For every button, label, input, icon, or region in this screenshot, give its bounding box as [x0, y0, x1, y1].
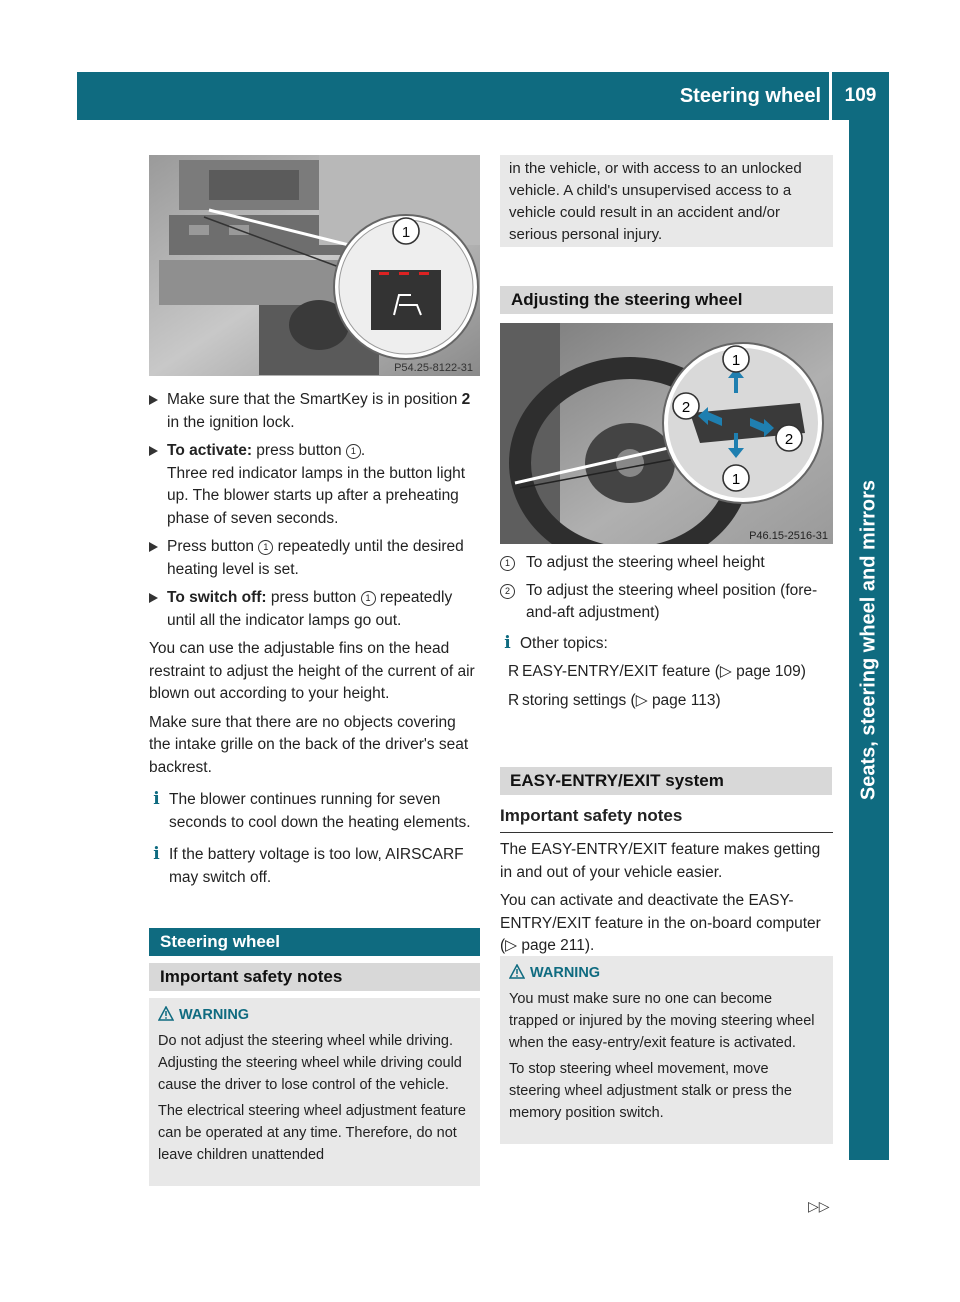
page-header — [77, 72, 889, 120]
continue-mark: ▷▷ — [808, 1198, 830, 1214]
step-item: Make sure that the SmartKey is in position 2 in the ignition lock. — [149, 389, 481, 434]
warning-box-continued: in the vehicle, or with access to an unlocked vehicle. A child's unsupervised access to a vehicle could result in an accident and/or serious personal injury. — [500, 155, 833, 247]
side-tab — [849, 120, 889, 1160]
subsection-title: Important safety notes — [500, 806, 833, 833]
svg-text:1: 1 — [401, 224, 411, 241]
header-title: Steering wheel — [679, 85, 821, 107]
easy-entry-text — [500, 839, 834, 964]
side-tab-label: Seats, steering wheel and mirrors — [857, 479, 880, 801]
subsection-title: Adjusting the steering wheel — [500, 286, 833, 314]
paragraph: You can use the adjustable fins on the head restraint to adjust the height of the current of air blown out according to your height. — [149, 640, 475, 702]
figure-code: P46.15-2516-31 — [749, 530, 828, 542]
svg-text:2: 2 — [681, 399, 691, 416]
legend-item: 1 To adjust the steering wheel height — [500, 552, 834, 575]
svg-text:1: 1 — [731, 352, 741, 369]
right-column-text — [500, 552, 834, 718]
page-number: 109 — [844, 85, 877, 106]
subsection-title: Important safety notes — [149, 963, 480, 991]
info-note: i If the battery voltage is too low, AIRSCARF may switch off. — [149, 844, 481, 889]
paragraph: Make sure that there are no objects covering the intake grille on the back of the driver's seat backrest. — [149, 713, 469, 776]
figure-airscarf-button — [149, 155, 480, 376]
warning-box: WARNING Do not adjust the steering wheel while driving. Adjusting the steering wheel while driving could cause the driver to lose control of the vehicle. The electrical steering wheel adjustment feature can be operated at any time. Therefore, do not leave children unattended — [149, 998, 480, 1186]
info-icon: i — [153, 789, 160, 809]
info-note: i The blower continues running for seven seconds to cool down the heating elements. — [149, 789, 481, 834]
info-icon: i — [504, 632, 511, 653]
list-item: R storing settings (▷ page 113) — [508, 691, 721, 709]
section-title: EASY-ENTRY/EXIT system — [500, 767, 832, 795]
legend-item: 2 To adjust the steering wheel position (fore-and-aft adjustment) — [500, 580, 834, 625]
warning-icon — [509, 964, 525, 979]
left-column-text — [149, 389, 481, 895]
info-icon: i — [153, 844, 160, 864]
warning-icon — [158, 1006, 174, 1021]
step-item: Press button 1 repeatedly until the desired heating level is set. — [149, 536, 481, 581]
figure-code: P54.25-8122-31 — [394, 362, 473, 374]
svg-text:1: 1 — [731, 471, 741, 488]
svg-text:2: 2 — [784, 431, 794, 448]
step-item: To activate: press button 1 . Three red indicator lamps in the button light up. The blower starts up after a preheating phase of seven seconds. — [149, 440, 481, 530]
warning-box: WARNING You must make sure no one can become trapped or injured by the moving steering wheel when the easy-entry/exit feature is activated. To stop steering wheel movement, move steering wheel adjustment stalk or press the memory position switch. — [500, 956, 833, 1144]
info-note: i Other topics: — [500, 633, 834, 656]
section-title: Steering wheel — [149, 928, 480, 956]
step-item: To switch off: press button 1 repeatedly until all the indicator lamps go out. — [149, 587, 481, 632]
paragraph: You can activate and deactivate the EASY-ENTRY/EXIT feature in the on-board computer (▷ page 211). — [500, 892, 821, 954]
list-item: R EASY-ENTRY/EXIT feature (▷ page 109) — [508, 663, 806, 680]
figure-steering-wheel — [500, 323, 833, 544]
paragraph: The EASY-ENTRY/EXIT feature makes getting in and out of your vehicle easier. — [500, 841, 821, 881]
